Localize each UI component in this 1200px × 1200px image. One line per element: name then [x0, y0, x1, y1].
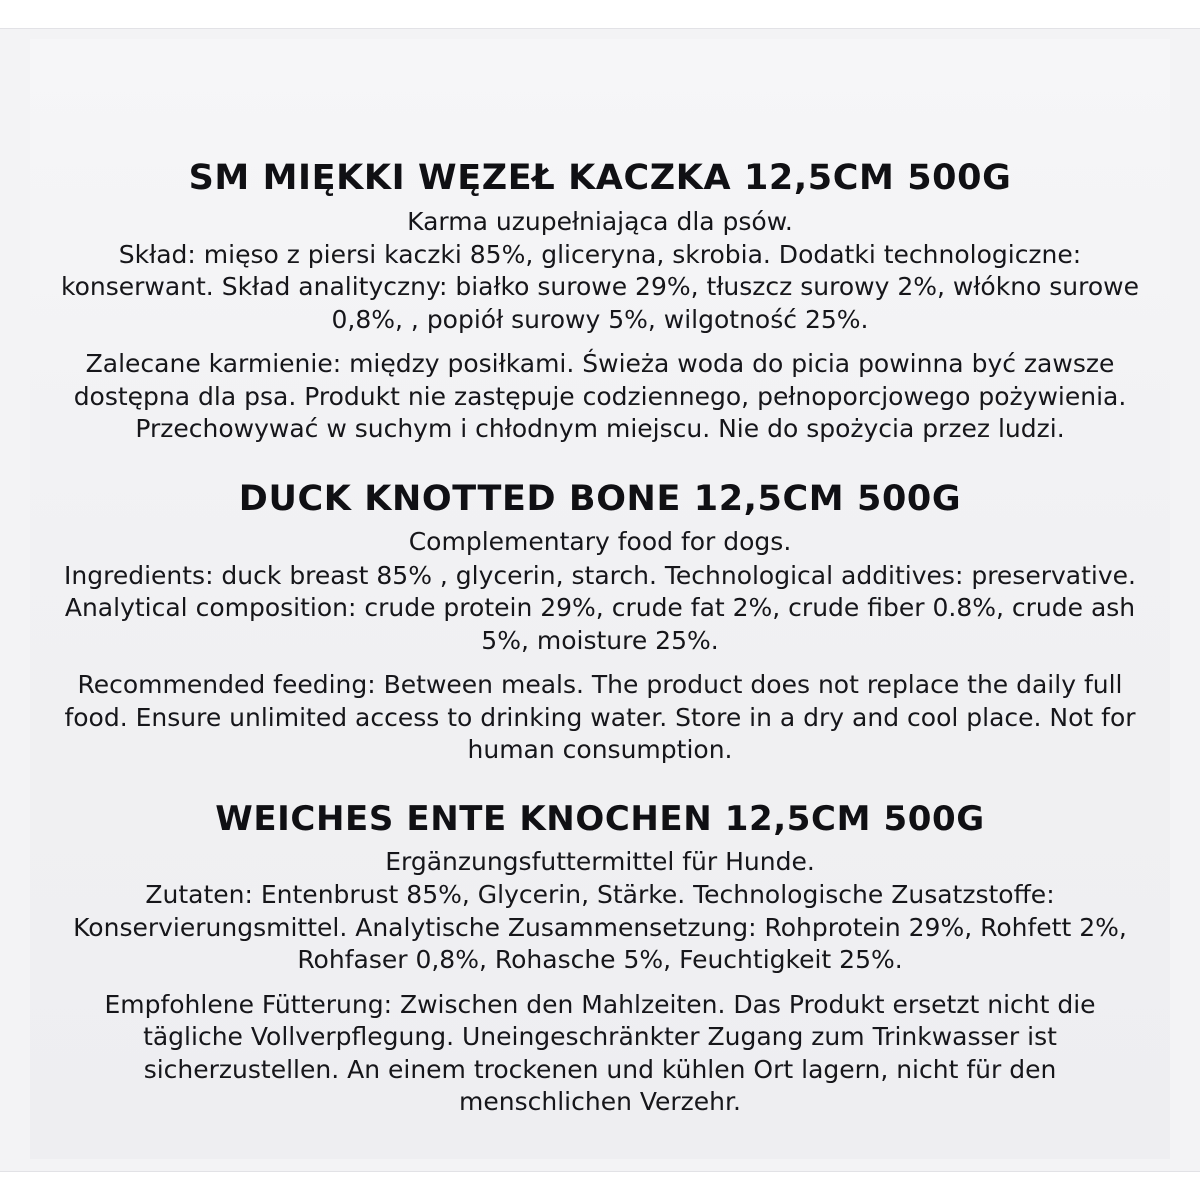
product-label-card	[0, 28, 1200, 1172]
english-subtitle: Complementary food for dogs.	[408, 527, 792, 557]
german-feeding-paragraph: Empfohlene Fütterung: Zwischen den Mahlzeiten. Das Produkt ersetzt nicht die tägliche Vollverpflegung. Uneingeschränkter Zugang zum Trinkwasser ist sicherzustellen. An einem trockenen und kühlen Ort lagern, nicht für den menschlichen Verzehr.	[104, 989, 1096, 1117]
german-product-title: WEICHES ENTE KNOCHEN 12,5CM 500G	[215, 798, 985, 839]
polish-subtitle: Karma uzupełniająca dla psów.	[407, 206, 793, 236]
polish-product-title: SM MIĘKKI WĘZEŁ KACZKA 12,5CM 500G	[188, 158, 1012, 198]
label-section-german	[50, 798, 1150, 1119]
label-section-polish	[50, 159, 1150, 446]
english-ingredients-paragraph: Ingredients: duck breast 85% , glycerin, starch. Technological additives: preservative. Analytical composition: crude protein 29%, crude fat 2%, crude fiber 0.8%, crude ash 5%, moisture 25%.	[64, 560, 1136, 655]
english-feeding-paragraph: Recommended feeding: Between meals. The product does not replace the daily full food. Ensure unlimited access to drinking water. Store in a dry and cool place. Not for human consumption.	[64, 670, 1136, 764]
polish-ingredients-paragraph: Skład: mięso z piersi kaczki 85%, gliceryna, skrobia. Dodatki technologiczne: konserwant. Skład analityczny: białko surowe 29%, tłuszcz surowy 2%, włókno surowe 0,8%, , popiół surowy 5%, wilgotność 25%.	[60, 239, 1139, 334]
german-ingredients-paragraph: Zutaten: Entenbrust 85%, Glycerin, Stärke. Technologische Zusatzstoffe: Konservierungsmittel. Analytische Zusammensetzung: Rohprotein 29%, Rohfett 2%, Rohfaser 0,8%, Rohasche 5%, Feuchtigkeit 25%.	[73, 880, 1127, 975]
label-section-english	[50, 480, 1150, 767]
polish-feeding-paragraph: Zalecane karmienie: między posiłkami. Świeża woda do picia powinna być zawsze dostępna dla psa. Produkt nie zastępuje codziennego, pełnoporcjowego pożywienia. Przechowywać w suchym i chłodnym miejscu. Nie do spożycia przez ludzi.	[73, 349, 1127, 444]
german-subtitle: Ergänzungsfuttermittel für Hunde.	[385, 846, 815, 876]
product-label-content	[30, 39, 1170, 1159]
english-product-title: DUCK KNOTTED BONE 12,5CM 500G	[238, 478, 962, 519]
